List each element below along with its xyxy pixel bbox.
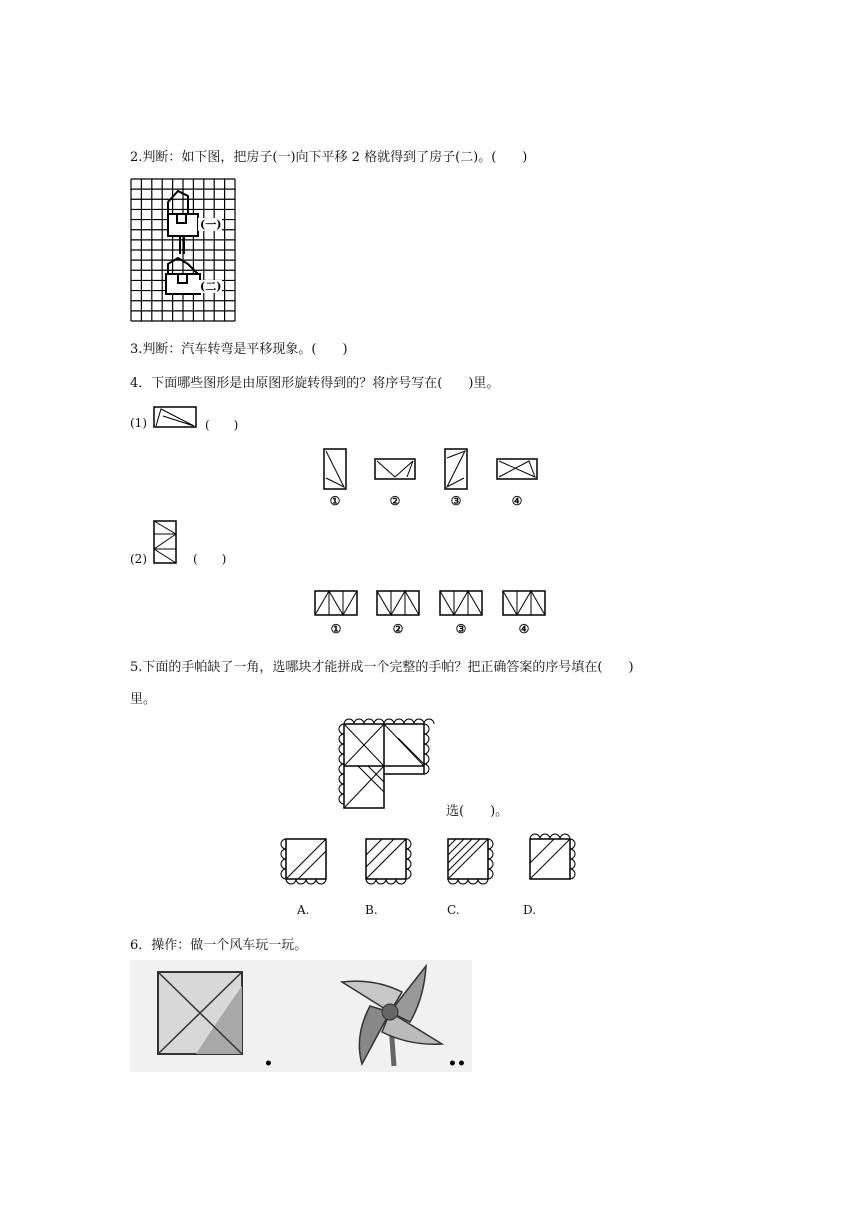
q4-part1-option-1-shape xyxy=(323,448,347,490)
q2-text: 2.判断：如下图，把房子(一)向下平移 2 格就得到了房子(二)。( ) xyxy=(130,150,528,165)
house-grid-figure xyxy=(130,178,236,322)
q5-option-a-label: A. xyxy=(297,903,310,917)
q6-mark-2: •• xyxy=(448,1056,466,1072)
q4-part2-option-2-label: ② xyxy=(392,622,404,636)
q5-option-c-label: C. xyxy=(447,903,460,917)
q4-text: 4．下面哪些图形是由原图形旋转得到的？将序号写在( )里。 xyxy=(130,376,500,391)
q4-part1-blank[interactable]: ( ) xyxy=(205,418,239,432)
q6-text: 6．操作：做一个风车玩一玩。 xyxy=(130,938,308,953)
q4-part2-original-shape xyxy=(153,520,177,564)
q4-part1-option-2-label: ② xyxy=(389,494,401,508)
q4-part1-original-shape xyxy=(153,406,197,428)
house1-label: (一) xyxy=(200,218,222,231)
q4-part2-option-3-shape xyxy=(439,590,483,616)
q4-part2-option-4-label: ④ xyxy=(518,622,530,636)
q5-option-c-tile xyxy=(442,833,494,883)
q5-choose[interactable]: 选( )。 xyxy=(446,804,509,819)
house2-label: (二) xyxy=(200,280,222,293)
q5-option-d-tile xyxy=(524,833,580,883)
q3-text: 3.判断：汽车转弯是平移现象。( ) xyxy=(130,342,348,357)
q4-part2-option-2-shape xyxy=(376,590,420,616)
q4-part1-option-4-shape xyxy=(496,458,538,480)
q5-option-a-tile xyxy=(280,833,330,883)
q4-part1-option-3-label: ③ xyxy=(450,494,462,508)
q5-text-line1: 5.下面的手帕缺了一角，选哪块才能拼成一个完整的手帕？把正确答案的序号填在( ) xyxy=(130,660,634,675)
pinwheel-figure xyxy=(130,960,472,1072)
q4-part2-option-3-label: ③ xyxy=(455,622,467,636)
q5-text-line2: 里。 xyxy=(130,692,157,707)
q4-part1-option-4-label: ④ xyxy=(511,494,523,508)
handkerchief-figure xyxy=(338,718,438,812)
q5-option-b-label: B. xyxy=(365,903,378,917)
q4-part1-option-1-label: ① xyxy=(329,494,341,508)
q4-part1-option-3-shape xyxy=(444,448,468,490)
q6-mark-1: • xyxy=(264,1056,273,1072)
q4-part2-option-4-shape xyxy=(502,590,546,616)
q4-part2-option-1-shape xyxy=(314,590,358,616)
q4-part2-prefix: (2) xyxy=(130,552,147,566)
q4-part1-option-2-shape xyxy=(374,458,416,480)
q4-part2-blank[interactable]: ( ) xyxy=(193,552,227,566)
q4-part2-option-1-label: ① xyxy=(330,622,342,636)
q4-part1-prefix: (1) xyxy=(130,416,147,430)
q5-option-d-label: D. xyxy=(523,903,537,917)
q5-option-b-tile xyxy=(360,833,412,883)
